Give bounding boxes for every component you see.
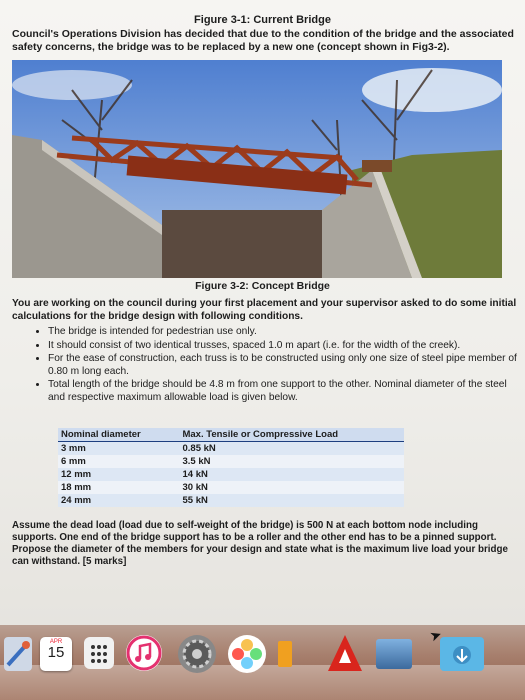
autocad-icon[interactable] xyxy=(326,633,364,673)
task-lead: You are working on the council during your first placement and your supervisor asked to do some initial calculations for the bridge design with following conditions. xyxy=(12,298,517,322)
bookmark-app-icon[interactable] xyxy=(278,641,292,667)
table-row xyxy=(58,481,404,494)
gear-icon xyxy=(178,635,216,673)
finder-image-icon[interactable] xyxy=(376,639,412,669)
task-description xyxy=(12,298,517,405)
load-cell: 14 kN xyxy=(176,468,404,481)
table-row xyxy=(58,468,404,481)
figure-3-2-caption: Figure 3-2: Concept Bridge xyxy=(195,280,330,292)
intro-paragraph: Council's Operations Division has decided that due to the condition of the bridge and the associated safety concerns, the bridge was to be replaced by a new one (concept shown in Fig3-2). xyxy=(12,28,514,53)
music-note-glyph xyxy=(126,635,162,671)
table-row xyxy=(58,494,404,507)
macos-dock xyxy=(0,625,525,700)
conditions-list xyxy=(12,326,517,404)
bridge-illustration xyxy=(12,60,502,278)
preview-icon[interactable] xyxy=(4,637,32,671)
diameter-cell: 12 mm xyxy=(58,468,176,481)
launchpad-dots-icon[interactable] xyxy=(84,637,114,669)
calendar-icon[interactable] xyxy=(40,637,72,671)
mouse-cursor-icon: ➤ xyxy=(427,625,444,645)
load-cell: 0.85 kN xyxy=(176,442,404,456)
photos-icon[interactable] xyxy=(228,635,266,673)
table-row xyxy=(58,455,404,468)
photos-flower-glyph xyxy=(228,635,266,673)
table-row xyxy=(58,442,404,456)
condition-item: • Total length of the bridge should be 4.8 m from one support to the other. Nominal diameter of the steel and respective maximum allowable load is given below. xyxy=(48,379,517,404)
load-cell: 3.5 kN xyxy=(176,455,404,468)
column-header: Nominal diameter xyxy=(58,428,176,442)
figure-3-1-caption: Figure 3-1: Current Bridge xyxy=(194,14,331,26)
system-preferences-icon[interactable] xyxy=(178,635,216,673)
dots-glyph xyxy=(84,637,114,669)
download-arrow-icon xyxy=(440,637,484,671)
assumption-paragraph: Assume the dead load (load due to self-weight of the bridge) is 500 N at each bottom node including supports. One end of the bridge support has to be a roller and the other end has to be a pinned support. Propose the diameter of the members for your design and state what is the maximum live load your bridge can withstand. [5 marks] xyxy=(12,520,508,567)
condition-item: • The bridge is intended for pedestrian use only. xyxy=(48,326,517,339)
diameter-cell: 18 mm xyxy=(58,481,176,494)
diameter-cell: 3 mm xyxy=(58,442,176,456)
diameter-cell: 24 mm xyxy=(58,494,176,507)
downloads-folder-icon[interactable] xyxy=(440,637,484,671)
column-header: Max. Tensile or Compressive Load xyxy=(176,428,404,442)
load-cell: 55 kN xyxy=(176,494,404,507)
pipe-load-table xyxy=(58,428,404,507)
concept-bridge-photo xyxy=(12,60,502,278)
autocad-a-glyph xyxy=(326,633,364,673)
music-icon[interactable] xyxy=(126,635,162,671)
condition-item: • For the ease of construction, each truss is to be constructed using only one size of steel pipe member of 0.80 m long each. xyxy=(48,353,517,378)
calendar-day: 15 xyxy=(47,644,65,661)
table-header-row xyxy=(58,428,404,442)
diameter-cell: 6 mm xyxy=(58,455,176,468)
calendar-month: APR xyxy=(49,639,63,645)
load-cell: 30 kN xyxy=(176,481,404,494)
preview-glyph xyxy=(4,637,32,671)
condition-item: • It should consist of two identical trusses, spaced 1.0 m apart (i.e. for the width of the creek). xyxy=(48,340,517,353)
